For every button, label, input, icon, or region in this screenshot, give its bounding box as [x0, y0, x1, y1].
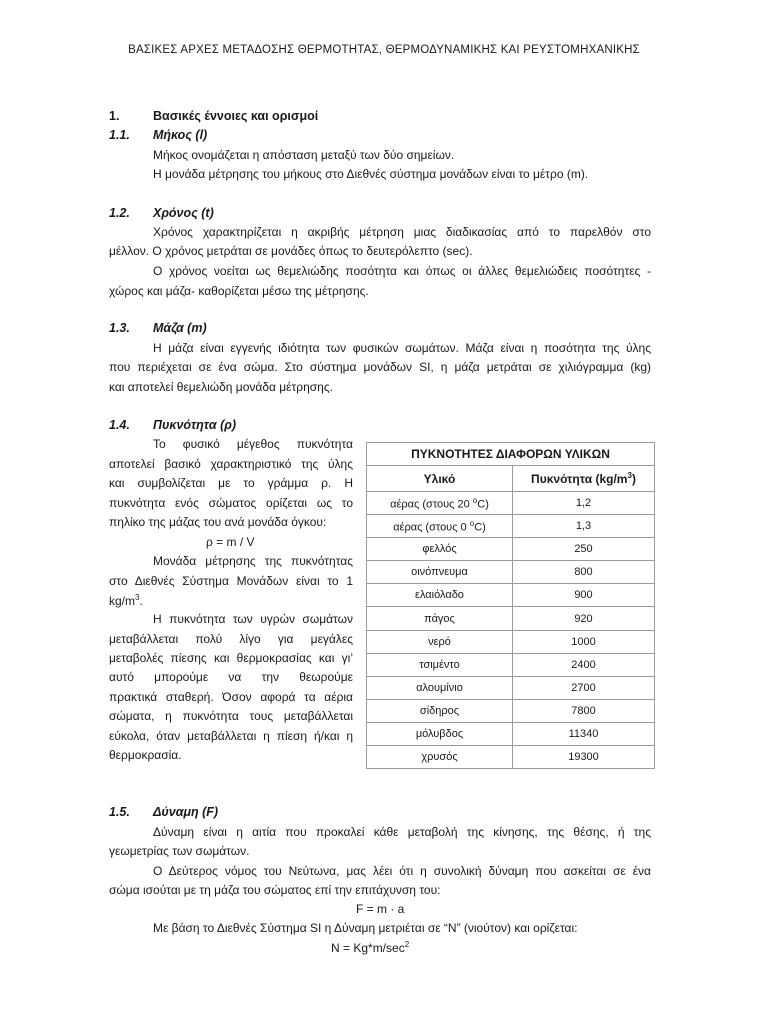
material-cell: νερό [367, 630, 513, 653]
paragraph-line: που περιέχεται σε ένα σώμα. Στο σύστημα μονάδων SI, η μάζα μετράται σε χιλιόγραμμα (kg) [109, 360, 651, 374]
density-cell: 2700 [513, 676, 655, 699]
paragraph-line: αποτελεί βασικό χαρακτηριστικό της ύλης [109, 457, 353, 471]
paragraph-line: πρακτικά σταθερή. Όσον αφορά τα αέρια [109, 690, 353, 704]
paragraph-line: Η μάζα είναι εγγενής ιδιότητα των φυσικών σωμάτων. Μάζα είναι η ποσότητα της ύλης [153, 341, 651, 355]
density-cell: 250 [513, 538, 655, 561]
paragraph-line: χώρος και μάζα- καθορίζεται μέσω της μέτρησης. [109, 284, 369, 298]
paragraph-line: Το φυσικό μέγεθος πυκνότητα [153, 437, 353, 451]
table-row [367, 607, 655, 630]
section-number: 1. [109, 109, 120, 123]
material-cell: φελλός [367, 538, 513, 561]
density-cell: 2400 [513, 653, 655, 676]
table-row [367, 492, 655, 515]
subsection-title: Μάζα (m) [153, 321, 207, 335]
paragraph-line: σώματα, η πυκνότητα τους μεταβάλλεται [109, 709, 353, 723]
density-table [366, 442, 655, 769]
subsection-number: 1.3. [109, 321, 130, 335]
material-cell: μόλυβδος [367, 722, 513, 745]
paragraph-line: Ο Δεύτερος νόμος του Νεύτωνα, μας λέει ότι η συνολική δύναμη που ασκείται σε ένα [153, 864, 651, 878]
force-formula: F = m · a [356, 902, 405, 916]
paragraph-line: μέλλον. Ο χρόνος μετράται σε μονάδες όπως το δευτερόλεπτο (sec). [109, 244, 473, 258]
table-row [367, 584, 655, 607]
paragraph-line: εύκολα, όταν μεταβάλλεται η πίεση ή/και η [109, 729, 353, 743]
density-cell: 11340 [513, 722, 655, 745]
density-cell: 7800 [513, 699, 655, 722]
paragraph-line: μεταβάλλεται πολύ λίγο για μεγάλες [109, 632, 353, 646]
density-cell: 920 [513, 607, 655, 630]
table-row [367, 722, 655, 745]
paragraph-line: γεωμετρίας των σωμάτων. [109, 844, 250, 858]
page-header: ΒΑΣΙΚΕΣ ΑΡΧΕΣ ΜΕΤΑΔΟΣΗΣ ΘΕΡΜΟΤΗΤΑΣ, ΘΕΡΜΟΔΥΝΑΜΙΚΗΣ ΚΑΙ ΡΕΥΣΤΟΜΗΧΑΝΙΚΗΣ [128, 44, 640, 56]
density-cell: 1000 [513, 630, 655, 653]
material-cell: σίδηρος [367, 699, 513, 722]
density-formula: ρ = m / V [206, 535, 255, 549]
material-cell: τσιμέντο [367, 653, 513, 676]
material-cell: αλουμίνιο [367, 676, 513, 699]
paragraph-line: Η πυκνότητα των υγρών σωμάτων [153, 612, 353, 626]
subsection-number: 1.4. [109, 418, 130, 432]
material-cell: οινόπνευμα [367, 561, 513, 584]
paragraph-line: Η μονάδα μέτρησης του μήκους στο Διεθνές σύστημα μονάδων είναι το μέτρο (m). [153, 167, 589, 181]
paragraph-line: μεταβολές πίεσης και θερμοκρασίας και γι’ [109, 651, 353, 665]
table-row [367, 515, 655, 538]
density-cell: 1,2 [513, 492, 655, 515]
paragraph-line: πυκνότητα ενός σώματος ορίζεται ως το [109, 496, 353, 510]
table-row [367, 538, 655, 561]
paragraph-line: Μήκος ονομάζεται η απόσταση μεταξύ των δύο σημείων. [153, 148, 455, 162]
table-row [367, 561, 655, 584]
subsection-title: Πυκνότητα (ρ) [153, 418, 236, 432]
subsection-number: 1.5. [109, 805, 130, 819]
paragraph-line: $kg/m^3$. [109, 593, 143, 608]
paragraph-line: αυτό μπορούμε να την θεωρούμε [109, 670, 353, 684]
material-cell: ελαιόλαδο [367, 584, 513, 607]
paragraph-line: και συμβολίζεται με το γράμμα ρ. Η [109, 476, 353, 490]
paragraph-line: σώμα ισούται με τη μάζα του σώματος επί την επιτάχυνση του: [109, 883, 441, 897]
table-row [367, 699, 655, 722]
density-cell: 1,3 [513, 515, 655, 538]
subsection-number: 1.2. [109, 206, 130, 220]
paragraph-line: Δύναμη είναι η αιτία που προκαλεί κάθε μεταβολή της κίνησης, της θέσης, ή της [153, 825, 651, 839]
paragraph-line: Χρόνος χαρακτηρίζεται η ακριβής μέτρηση μιας διαδικασίας από το παρελθόν στο [153, 225, 651, 239]
table-header-density: Πυκνότητα $(kg/m^3)$ [513, 466, 655, 492]
subsection-title: Δύναμη (F) [153, 805, 219, 819]
paragraph-line: Ο χρόνος νοείται ως θεμελιώδης ποσότητα και όπως οι άλλες θεμελιώδεις ποσότητες - [153, 264, 651, 278]
density-cell: 19300 [513, 746, 655, 769]
table-row [367, 746, 655, 769]
paragraph-line: θερμοκρασία. [109, 748, 182, 762]
material-cell: αέρας (στους 0 $^o$C) [367, 515, 513, 538]
subsection-number: 1.1. [109, 128, 130, 142]
table-caption: ΠΥΚΝΟΤΗΤΕΣ ΔΙΑΦΟΡΩΝ ΥΛΙΚΩΝ [367, 443, 655, 466]
table-row [367, 630, 655, 653]
material-cell: αέρας (στους 20 $^o$C) [367, 492, 513, 515]
paragraph-line: Μονάδα μέτρησης της πυκνότητας [153, 554, 353, 568]
table-row [367, 676, 655, 699]
paragraph-line: Με βάση το Διεθνές Σύστημα SI η Δύναμη μετριέται σε “Ν” (νιούτον) και ορίζεται: [153, 921, 578, 935]
paragraph-line: και αποτελεί θεμελιώδη μονάδα μέτρησης. [109, 380, 333, 394]
subsection-title: Χρόνος (t) [153, 206, 214, 220]
density-cell: 800 [513, 561, 655, 584]
paragraph-line: στο Διεθνές Σύστημα Μονάδων είναι το 1 [109, 574, 353, 588]
paragraph-line: πηλίκο της μάζας του ανά μονάδα όγκου: [109, 515, 327, 529]
material-cell: χρυσός [367, 746, 513, 769]
table-row [367, 653, 655, 676]
newton-formula: $N = Kg*m/\sec^2$ [331, 940, 410, 955]
table-header-material: Υλικό [367, 466, 513, 492]
density-cell: 900 [513, 584, 655, 607]
material-cell: πάγος [367, 607, 513, 630]
subsection-title: Μήκος (l) [153, 128, 208, 142]
section-title: Βασικές έννοιες και ορισμοί [153, 109, 319, 123]
